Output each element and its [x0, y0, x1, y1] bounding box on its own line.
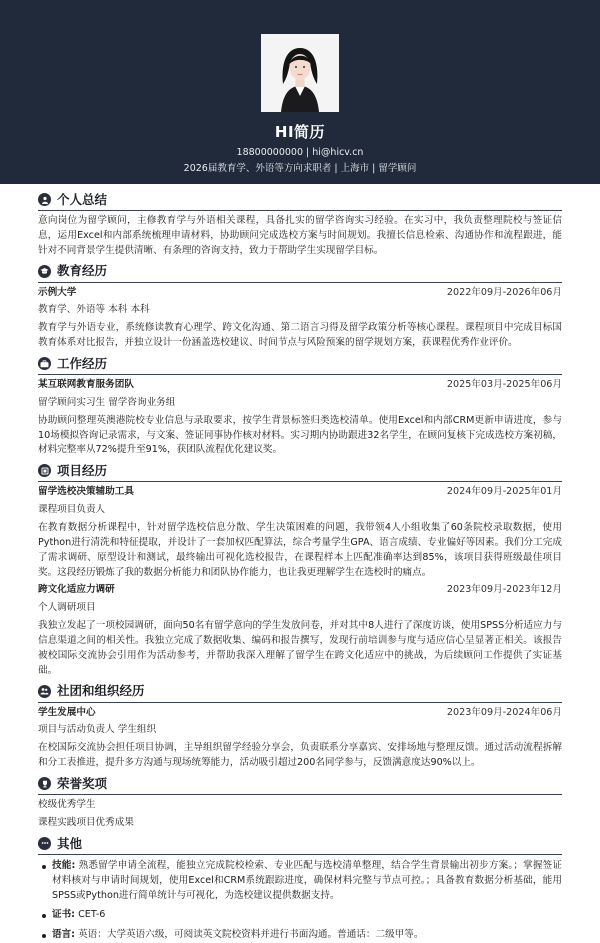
section-title-text: 教育经历: [57, 263, 108, 279]
item-text: CET-6: [75, 909, 106, 921]
contact-info: 18800000000 | hi@hicv.cn: [236, 147, 364, 158]
person-icon: [38, 193, 51, 206]
list-item: [38, 908, 562, 923]
entry-date: 2023年09月-2024年06月: [446, 706, 562, 718]
resume-header: [0, 0, 600, 184]
entry-date: 2024年09月-2025年01月: [446, 486, 562, 498]
graduation-cap-icon: [38, 265, 51, 278]
briefcase-icon: [38, 357, 51, 370]
award-item: 课程实践项目优秀成果: [38, 816, 134, 828]
item-text: 熟悉留学申请全流程，能独立完成院校检索、专业匹配与选校清单整理，结合学生背景输出初步方案。；掌握签证材料核对与申请时间规划，使用Excel和CRM系统跟踪进度，确保材料完整与节点可控。；具备教育数据分析基础，能用SPSS或Python进行简单统计与可视化，为选校建议提供数据支持。: [52, 859, 562, 901]
candidate-name: HI简历: [274, 123, 326, 141]
company-name: 某互联网教育服务团队: [38, 379, 134, 391]
section-title-text: 工作经历: [57, 355, 108, 371]
item-text: 英语：大学英语六级，可阅读英文院校资料并进行书面沟通。普通话：二级甲等。: [75, 929, 424, 941]
other-list: [38, 859, 562, 943]
section-work: [38, 353, 562, 375]
entry-date: 2022年09月-2026年06月: [446, 286, 562, 298]
entry-description: 在校国际交流协会担任项目协调，主导组织留学经验分享会，负责联系分享嘉宾、安排场地与整理反馈。通过活动流程拆解和分工表推进，提升多方沟通与现场统筹能力，活动吸引超过200名同学参与，反馈满意度达90%以上。: [38, 742, 562, 769]
project-name: 留学选校决策辅助工具: [38, 486, 134, 498]
entry-subtitle: 个人调研项目: [38, 602, 96, 614]
entry-description: 教育学与外语专业，系统修读教育心理学、跨文化沟通、第二语言习得及留学政策分析等核心课程。课程项目中完成目标国教育体系对比报告，并独立设计一份涵盖选校建议、时间节点与风险预案的留学规划方案，获课程优秀作业评价。: [38, 322, 562, 349]
summary-text: 意向岗位为留学顾问，主修教育学与外语相关课程，具备扎实的留学咨询实习经验。在实习中，我负责整理院校与签证信息，运用Excel和内部系统梳理申请材料，协助顾问完成选校方案与时间规划。我擅长信息检索、沟通协作和流程跟进，能针对不同背景学生提供清晰、有条理的咨询支持，致力于帮助学生实现留学目标。: [38, 215, 562, 256]
resume-body: [0, 184, 600, 943]
section-projects: [38, 460, 562, 482]
entry-subtitle: 项目与活动负责人 学生组织: [38, 724, 157, 736]
entry-subtitle: 留学顾问实习生 留学咨询业务组: [38, 396, 176, 408]
entry-description: 我独立发起了一项校园调研，面向50名有留学意向的学生发放问卷，并对其中8人进行了深度访谈，使用SPSS分析适应力与信息渠道之间的相关性。我独立完成了数据收集、编码和报告撰写，发现行前培训参与度与适应信心呈显著正相关。该报告被校国际交流协会引用作为活动参考，并帮助我深入理解了留学生在跨文化适应中的挑战，为后续顾问工作提供了实证基础。: [38, 620, 562, 676]
education-entry: [38, 286, 562, 351]
item-label: 语言:: [52, 929, 76, 941]
project-icon: [38, 464, 51, 477]
section-title-text: 社团和组织经历: [57, 683, 145, 699]
avatar: [261, 34, 339, 112]
entry-description: 在教育数据分析课程中，针对留学选校信息分散、学生决策困难的问题，我带领4人小组收集了60条院校录取数据，使用Python进行清洗和特征提取，并设计了一套加权匹配算法，综合考量学生GPA、语言成绩、专业偏好等因素。我们分工完成了需求调研、原型设计和测试，最终输出可视化选校报告，在课程样本上匹配准确率达到85%，该项目获得班级最佳项目奖。这段经历锻炼了我的数据分析能力和团队协作能力，也让我更理解学生在选校时的痛点。: [38, 522, 562, 578]
organization-name: 学生发展中心: [38, 706, 96, 718]
project-name: 跨文化适应力调研: [38, 584, 115, 596]
section-title-text: 其他: [57, 835, 83, 851]
job-intent: 2026届教育学、外语等方向求职者 | 上海市 | 留学顾问: [183, 163, 417, 174]
entry-date: 2023年09月-2023年12月: [446, 584, 562, 596]
school-name: 示例大学: [38, 286, 77, 298]
section-awards: [38, 773, 562, 795]
section-title-text: 项目经历: [57, 463, 108, 479]
more-icon: [38, 837, 51, 850]
group-icon: [38, 685, 51, 698]
project-entry: [38, 485, 562, 580]
list-item: [38, 859, 562, 904]
social-entry: [38, 706, 562, 771]
section-title-text: 个人总结: [57, 191, 108, 207]
trophy-icon: [38, 777, 51, 790]
entry-subtitle: 教育学、外语等 本科 本科: [38, 304, 150, 316]
section-other: [38, 833, 562, 855]
section-social: [38, 681, 562, 703]
portrait-image: [261, 34, 339, 112]
section-education: [38, 261, 562, 283]
item-label: 技能:: [52, 859, 76, 871]
section-summary: [38, 189, 562, 211]
list-item: [38, 928, 562, 943]
work-entry: [38, 378, 562, 458]
section-title-text: 荣誉奖项: [57, 775, 108, 791]
entry-date: 2025年03月-2025年06月: [446, 379, 562, 391]
entry-description: 协助顾问整理英澳港院校专业信息与录取要求，按学生背景标签归类选校清单。使用Excel和内部CRM更新申请进度，参与10场模拟咨询记录需求，与文案、签证同事协作核对材料。实习期内协助跟进32名学生，在顾问复核下完成选校方案初稿，材料完整率从72%提升至91%，获团队流程优化建议奖。: [38, 414, 562, 456]
item-label: 证书:: [52, 909, 76, 921]
award-item: 校级优秀学生: [38, 799, 96, 811]
project-entry: [38, 583, 562, 678]
entry-subtitle: 课程项目负责人: [38, 504, 106, 516]
